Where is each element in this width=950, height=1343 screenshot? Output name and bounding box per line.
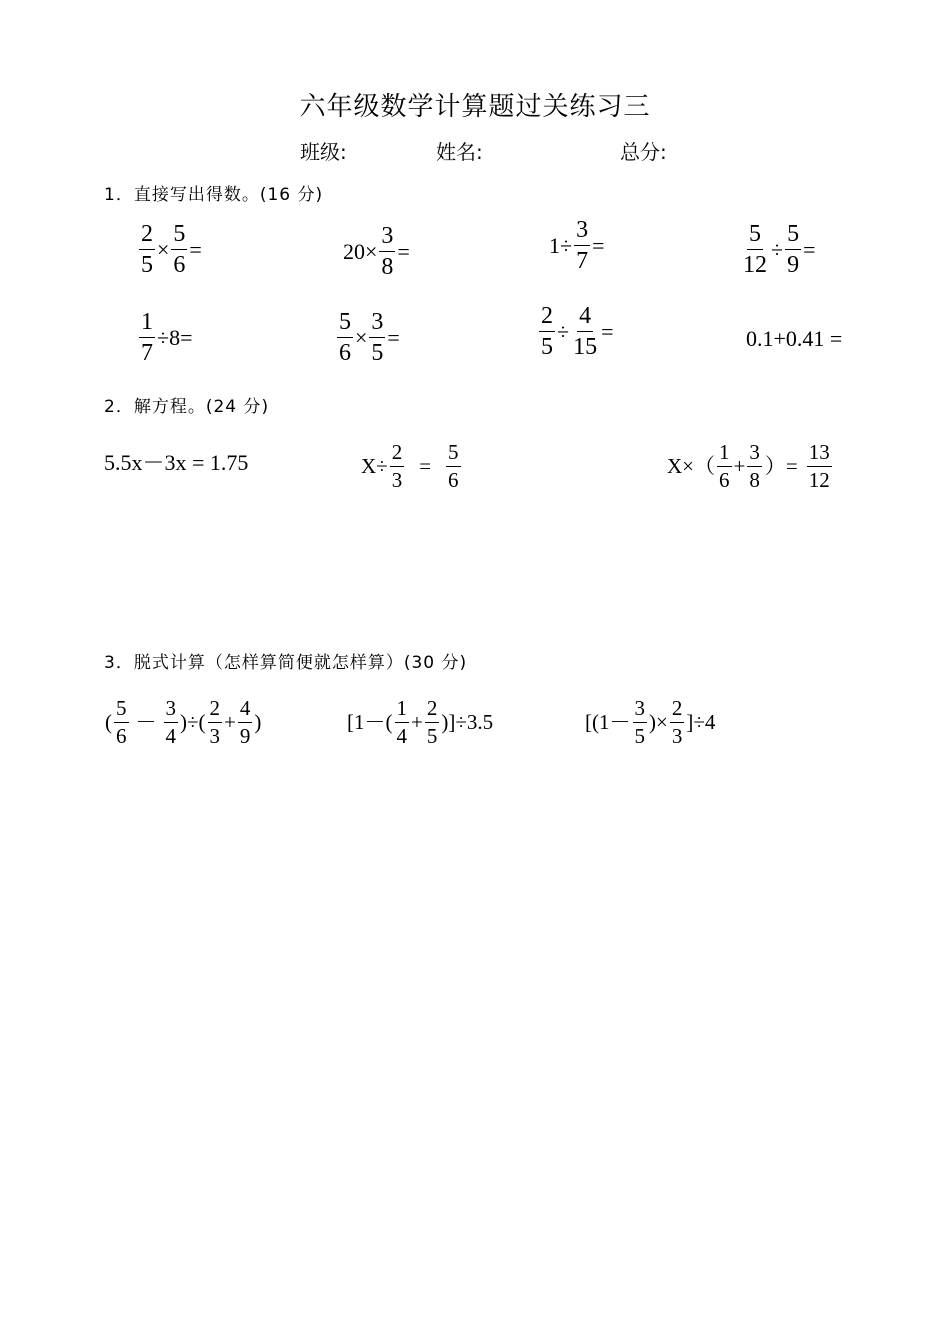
class-label: 班级: bbox=[300, 140, 347, 164]
fraction: $\frac{1}{4}$ bbox=[396, 696, 407, 748]
fraction: $\frac{3}{7}$ bbox=[576, 217, 589, 274]
fraction: $\frac{3}{4}$ bbox=[165, 696, 176, 748]
score-label: 总分: bbox=[620, 140, 667, 164]
fraction: $\frac{3}{8}$ bbox=[749, 440, 760, 492]
fraction: $\frac{2}{3}$ bbox=[391, 440, 403, 492]
fraction: $\frac{4}{15}$ bbox=[573, 303, 598, 360]
section2-heading: 2．解方程。(24 分) bbox=[104, 397, 270, 417]
fraction: $\frac{2}{3}$ bbox=[671, 696, 683, 748]
problem-1-6: $\frac{5}{6}$ × $\frac{3}{5}$ = bbox=[339, 309, 400, 366]
page-title: 六年级数学计算题过关练习三 bbox=[299, 92, 651, 122]
section3-heading: 3．脱式计算（怎样算简便就怎样算）(30 分) bbox=[104, 653, 468, 673]
problem-1-2: 20× $\frac{3}{8}$ = bbox=[343, 223, 410, 280]
equation-1: 5.5x－3x = 1.75 bbox=[104, 450, 249, 475]
fraction: $\frac{1}{7}$ bbox=[141, 309, 153, 366]
equation-2: X÷ $\frac{2}{3}$ = $\frac{5}{6}$ bbox=[361, 440, 459, 492]
problem-1-4: $\frac{5}{12}$ ÷ $\frac{5}{9}$ = bbox=[743, 221, 816, 278]
fraction: $\frac{5}{6}$ bbox=[173, 221, 186, 278]
fraction: $\frac{3}{5}$ bbox=[634, 696, 645, 748]
fraction: $\frac{5}{6}$ bbox=[116, 696, 127, 748]
fraction: $\frac{1}{6}$ bbox=[719, 440, 730, 492]
problem-1-3: 1÷ $\frac{3}{7}$ = bbox=[549, 217, 605, 274]
section1-heading: 1．直接写出得数。(16 分) bbox=[104, 185, 324, 205]
equation-3: X×（ $\frac{1}{6}$ + $\frac{3}{8}$ ）= $\frac{13}{12}$ bbox=[667, 440, 830, 492]
fraction: $\frac{5}{6}$ bbox=[448, 440, 459, 492]
fraction: $\frac{13}{12}$ bbox=[808, 440, 830, 492]
fraction: $\frac{5}{12}$ bbox=[743, 221, 767, 278]
problem-1-8: 0.1+0.41 = bbox=[746, 326, 843, 351]
calc-1: ( $\frac{5}{6}$ － $\frac{3}{4}$ )÷( $\frac{2}{3}$ + $\frac{4}{9}$ ) bbox=[105, 696, 262, 748]
fraction: $\frac{3}{5}$ bbox=[371, 309, 384, 366]
calc-2: [1－( $\frac{1}{4}$ + $\frac{2}{5}$ )]÷3.5 bbox=[347, 696, 494, 748]
problem-1-7: $\frac{2}{5}$ ÷ $\frac{4}{15}$ = bbox=[541, 303, 614, 360]
fraction: $\frac{5}{6}$ bbox=[339, 309, 351, 366]
fraction: $\frac{5}{9}$ bbox=[787, 221, 800, 278]
fraction: $\frac{2}{5}$ bbox=[141, 221, 153, 278]
fraction: $\frac{2}{3}$ bbox=[209, 696, 221, 748]
fraction: $\frac{4}{9}$ bbox=[239, 696, 251, 748]
fraction: $\frac{3}{8}$ bbox=[381, 223, 394, 280]
fraction: $\frac{2}{5}$ bbox=[426, 696, 438, 748]
name-label: 姓名: bbox=[436, 140, 483, 164]
calc-3: [(1－ $\frac{3}{5}$ )× $\frac{2}{3}$ ]÷4 bbox=[585, 696, 716, 748]
problem-1-5: $\frac{1}{7}$ ÷8= bbox=[141, 309, 193, 366]
problem-1-1: $\frac{2}{5}$ × $\frac{5}{6}$ = bbox=[141, 221, 202, 278]
fraction: $\frac{2}{5}$ bbox=[541, 303, 553, 360]
